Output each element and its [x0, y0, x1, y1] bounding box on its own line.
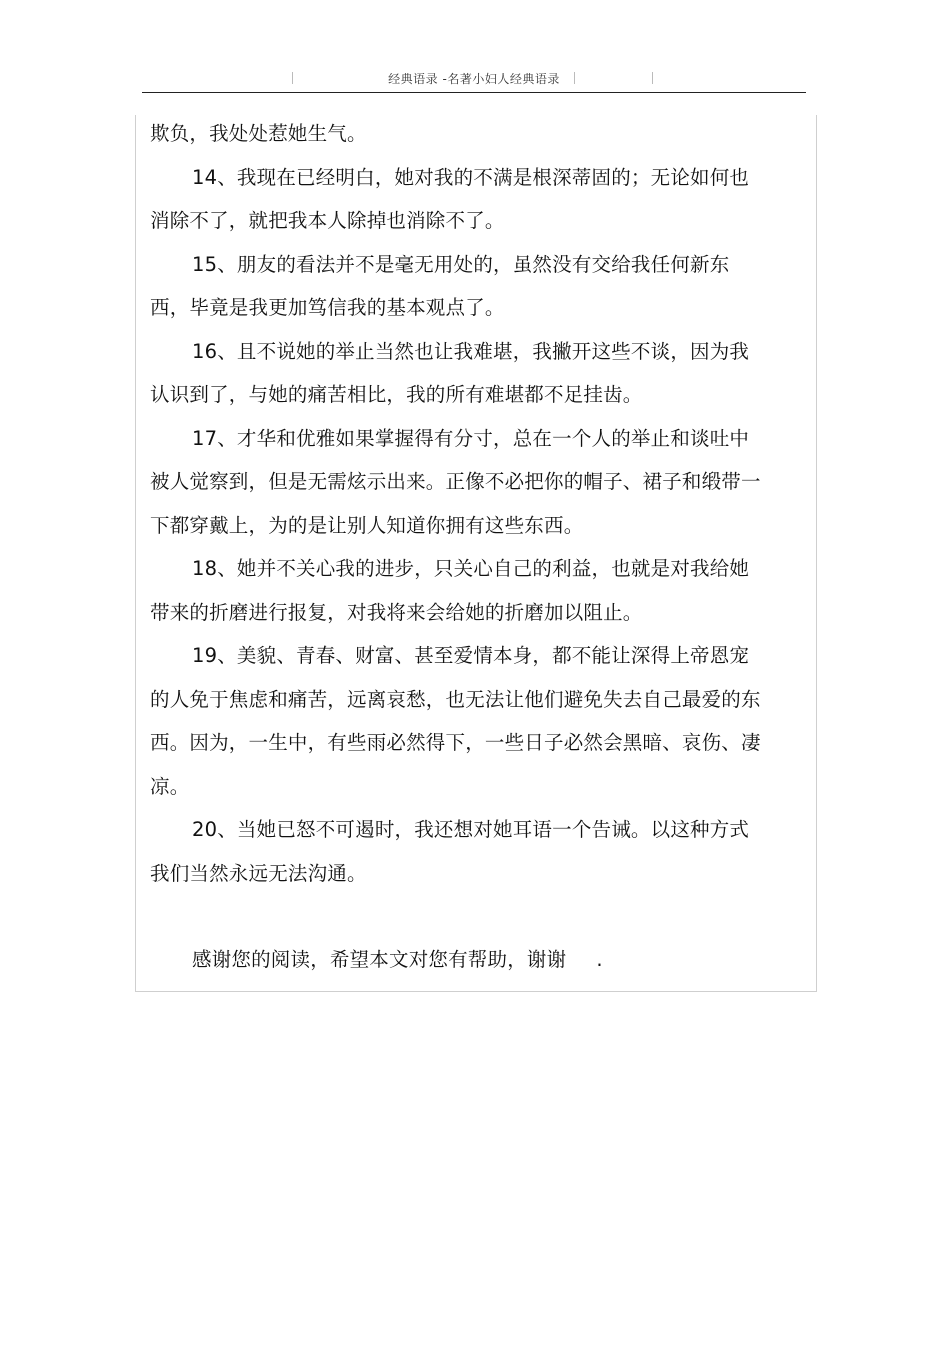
document-body	[150, 112, 768, 982]
quote-18: 18、她并不关心我的进步，只关心自己的利益，也就是对我给她带来的折磨进行报复，对我将来会给她的折磨加以阻止。	[150, 557, 750, 624]
quote-17: 17、才华和优雅如果掌握得有分寸，总在一个人的举止和谈吐中被人觉察到，但是无需炫示出来。正像不必把你的帽子、裙子和缎带一下都穿戴上，为的是让别人知道你拥有这些东西。	[150, 426, 761, 537]
quote-20: 20、当她已怒不可遏时，我还想对她耳语一个告诫。以这种方式我们当然永远无法沟通。	[150, 818, 750, 885]
thanks-line	[150, 938, 768, 982]
page-header	[142, 66, 806, 93]
quote-19: 19、美貌、青春、财富、甚至爱情本身，都不能让深得上帝恩宠的人免于焦虑和痛苦，远离哀愁，也无法让他们避免失去自己最爱的东西。因为，一生中，有些雨必然得下，一些日子必然会黑暗、哀伤、凄凉。	[150, 644, 761, 798]
quote-16: 16、且不说她的举止当然也让我难堪，我撇开这些不谈，因为我认识到了，与她的痛苦相比，我的所有难堪都不足挂齿。	[150, 339, 750, 406]
thanks-period: .	[596, 948, 603, 971]
quote-14: 14、我现在已经明白，她对我的不满是根深蒂固的；无论如何也消除不了，就把我本人除掉也消除不了。	[150, 165, 750, 232]
continuation-line: 欺负，我处处惹她生气。	[150, 122, 367, 145]
header-title: 经典语录 -名著小妇人经典语录	[388, 72, 560, 86]
quote-15: 15、朋友的看法并不是毫无用处的，虽然没有交给我任何新东西，毕竟是我更加笃信我的基本观点了。	[150, 252, 730, 319]
thanks-text: 感谢您的阅读，希望本文对您有帮助，谢谢	[192, 948, 567, 971]
